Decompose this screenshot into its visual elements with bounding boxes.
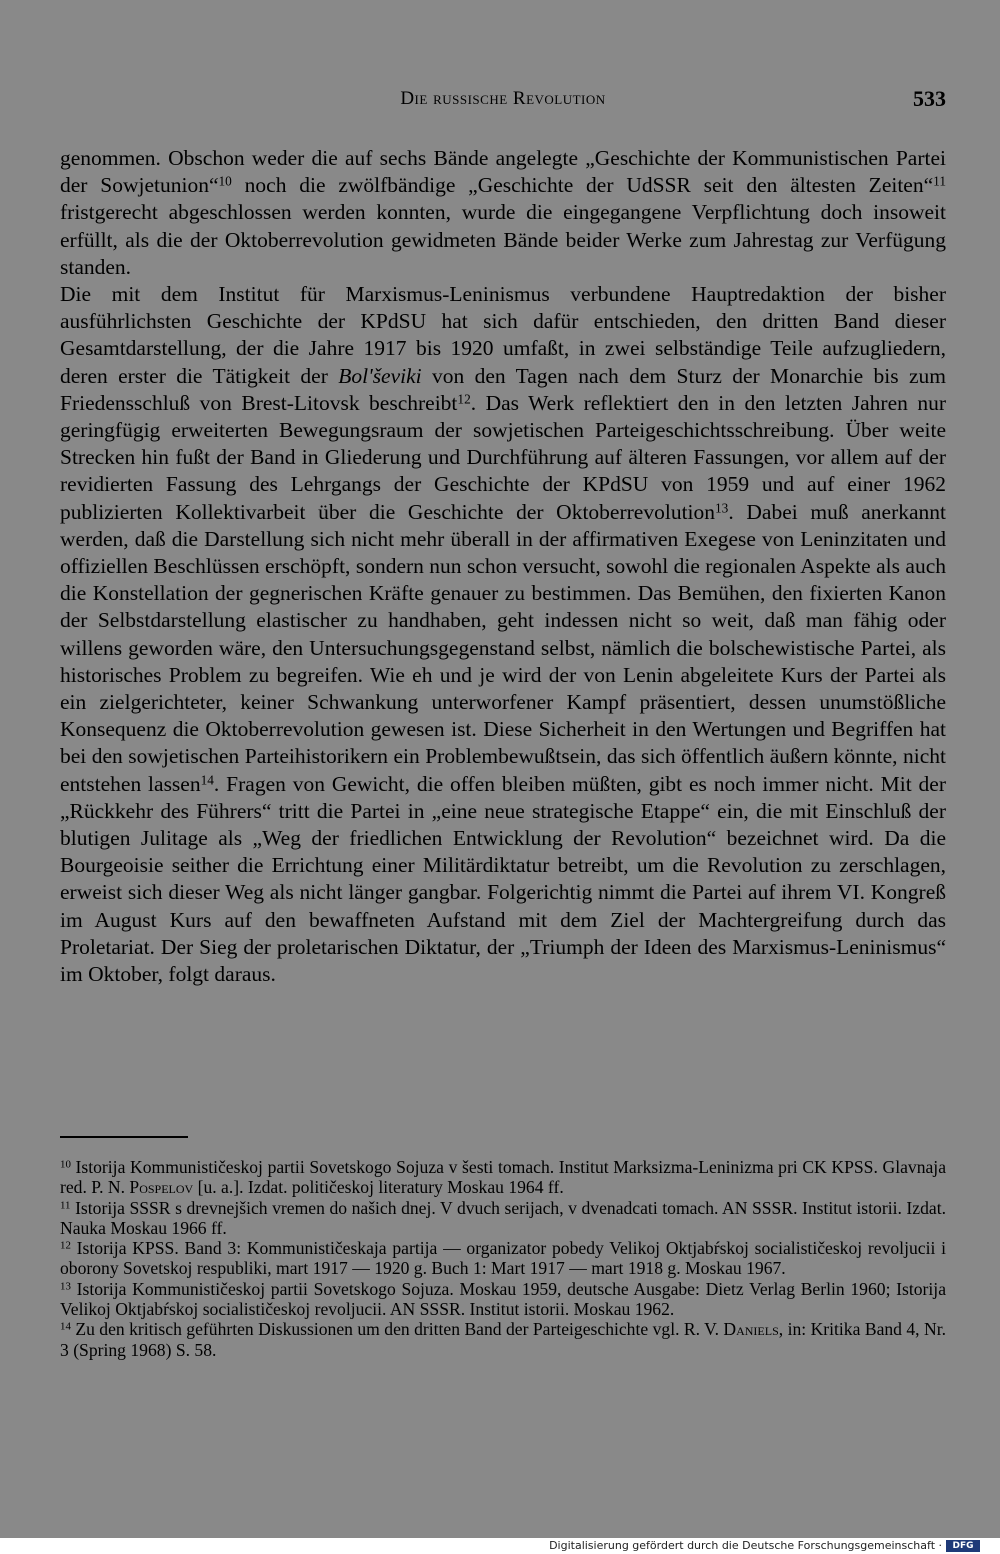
footnote	[60, 1198, 946, 1239]
page-header	[60, 88, 946, 118]
footnote-text: , in: Kritika Band 4, Nr. 3 (Spring 1968) S. 58.	[60, 1319, 946, 1360]
footnote	[60, 1319, 946, 1360]
footnote-text: Istorija SSSR s drevnejšich vremen do našich dnej. V dvuch serijach, v dvenadcati tomach. AN SSSR. Institut istorii. Izdat. Nauka Moskau 1966 ff.	[60, 1197, 946, 1238]
running-title: Die russische Revolution	[400, 88, 606, 109]
footnote-text: Istorija KPSS. Band 3: Kommunističeskaja partija — organizator pobedy Velikoj Oktjabŕskoj socialističeskoj revoljucii i oborony Sovetskoj respubliki, mart 1917 — 1920 g. Buch 1: Mart 1917 — mart 1918 g. Moskau 1967.	[60, 1238, 946, 1279]
main-text	[60, 145, 946, 988]
paragraph-1	[60, 145, 946, 281]
text-run: von den Tagen nach dem Sturz der Monarchie bis zum Friedensschluß von Brest-Litovsk beschreibt	[60, 363, 947, 415]
footnote	[60, 1279, 946, 1320]
footnote-text: Istorija Kommunističeskoj partii Sovetskogo Sojuza v šesti tomach. Institut Marksizma-Leninizma pri CK KPSS. Glavnaja red. P. N.	[60, 1157, 946, 1198]
footnote-rule	[60, 1136, 188, 1138]
footnotes	[60, 1157, 946, 1360]
text-run: Die mit dem Institut für Marxismus-Leninismus verbundene Hauptredaktion der bisher ausführlichsten Geschichte der KPdSU hat sich dafür entschieden, den dritten Band dieser Gesamtdarstellung, der die Jahre 1917 bis 1920 umfaßt, in zwei selbständige Teile aufzugliedern, deren erster die Tätigkeit der	[60, 282, 946, 388]
footnote-ref-11: 11	[933, 173, 946, 189]
footnote-number: 10	[60, 1158, 71, 1171]
footnote-text: [u. a.]. Izdat. političeskoj literatury Moskau 1964 ff.	[193, 1177, 564, 1198]
text-run: fristgerecht abgeschlossen werden konnten, wurde die eingegangene Verpflichtung doch insoweit erfüllt, als die der Oktoberrevolution gewidmeten Bände beider Werke zum Jahrestag zur Verfügung standen.	[60, 200, 946, 279]
footnote-number: 13	[60, 1280, 71, 1293]
footnote-text: Istorija Kommunističeskoj partii Sovetskogo Sojuza. Moskau 1959, deutsche Ausgabe: Dietz Verlag Berlin 1960; Istorija Velikoj Oktjabŕskoj socialističeskoj revoljucii. AN SSSR. Institut istorii. Moskau 1962.	[60, 1278, 946, 1320]
footnote-ref-13: 13	[715, 499, 729, 515]
text-run: noch die zwölfbändige „Geschichte der UdSSR seit den ältesten Zeiten“	[231, 173, 934, 198]
funding-credit: Digitalisierung gefördert durch die Deutsche Forschungsgemeinschaft ·	[549, 1539, 942, 1552]
author-name: Pospelov	[129, 1177, 194, 1198]
text-run: genommen. Obschon weder die auf sechs Bände angelegte „Geschichte der Kommunistischen Partei der Sowjetunion“	[60, 146, 946, 198]
footnote-number: 11	[60, 1199, 71, 1212]
footnote-ref-10: 10	[218, 173, 232, 189]
footnote-text: Zu den kritisch geführten Diskussionen um den dritten Band der Parteigeschichte vgl. R. V.	[70, 1319, 724, 1340]
footnote-ref-14: 14	[200, 772, 214, 788]
page-number: 533	[913, 86, 946, 111]
text-run: . Fragen von Gewicht, die offen bleiben müßten, gibt es noch immer nicht. Mit der „Rückkehr des Führers“ tritt die Partei in „eine neue strategische Etappe“ ein, die mit Einschluß der blutigen Julitage als „Weg der friedlichen Entwicklung der Revolution“ bezeichnet wird. Da die Bourgeoisie seither die Errichtung einer Militärdiktatur betreibt, um die Revolution zu zerschlagen, erweist sich dieser Weg als nicht länger gangbar. Folgerichtig nimmt die Partei auf ihrem VI. Kongreß im August Kurs auf den bewaffneten Aufstand mit dem Ziel der Machtergreifung durch das Proletariat. Der Sieg der proletarischen Diktatur, der „Triumph der Ideen des Marxismus-Leninismus“ im Oktober, folgt daraus.	[60, 771, 946, 987]
text-run: . Das Werk reflektiert den in den letzten Jahren nur geringfügig erweiterten Bewegungsraum der sowjetischen Parteigeschichtsschreibung. Über weite Strecken hin fußt der Band in Gliederung und Durchführung auf älteren Fassungen, vor allem auf der revidierten Fassung des Lehrgangs der Geschichte der KPdSU von 1959 und auf einer 1962 publizierten Kollektivarbeit über die Geschichte der Oktoberrevolution	[60, 390, 946, 524]
italic-term: Bol'ševiki	[338, 363, 422, 388]
digitization-footer	[0, 1538, 1000, 1554]
footnote-number: 12	[60, 1239, 71, 1252]
footnote	[60, 1238, 946, 1279]
dfg-logo: DFG	[946, 1540, 980, 1552]
footnote-ref-12: 12	[457, 391, 471, 407]
paragraph-2	[60, 281, 946, 988]
footnote	[60, 1157, 946, 1198]
author-name: Daniels	[723, 1319, 779, 1340]
text-run: . Dabei muß anerkannt werden, daß die Darstellung sich nicht mehr überall in der affirmativen Exegese von Leninzitaten und offiziellen Beschlüssen erschöpft, sondern nun schon versucht, sowohl die regionalen Aspekte als auch die Konstellation der gegnerischen Kräfte genauer zu bestimmen. Das Bemühen, den fixierten Kanon der Selbstdarstellung elastischer zu handhaben, geht indessen nicht so weit, daß man fähig oder willens geworden wäre, den Untersuchungsgegenstand selbst, nämlich die bolschewistische Partei, als historisches Problem zu begreifen. Wie eh und je wird der von Lenin abgeleitete Kurs der Partei als ein zielgerichteter, keiner Schwankung unterworfener Kampf präsentiert, dessen unumstößliche Konsequenz die Oktoberrevolution gewesen ist. Diese Sicherheit in den Wertungen und Begriffen hat bei den sowjetischen Parteihistorikern ein Problembewußtsein, das sich öffentlich äußern könnte, nicht entstehen lassen	[60, 499, 946, 796]
footnote-number: 14	[60, 1320, 71, 1333]
